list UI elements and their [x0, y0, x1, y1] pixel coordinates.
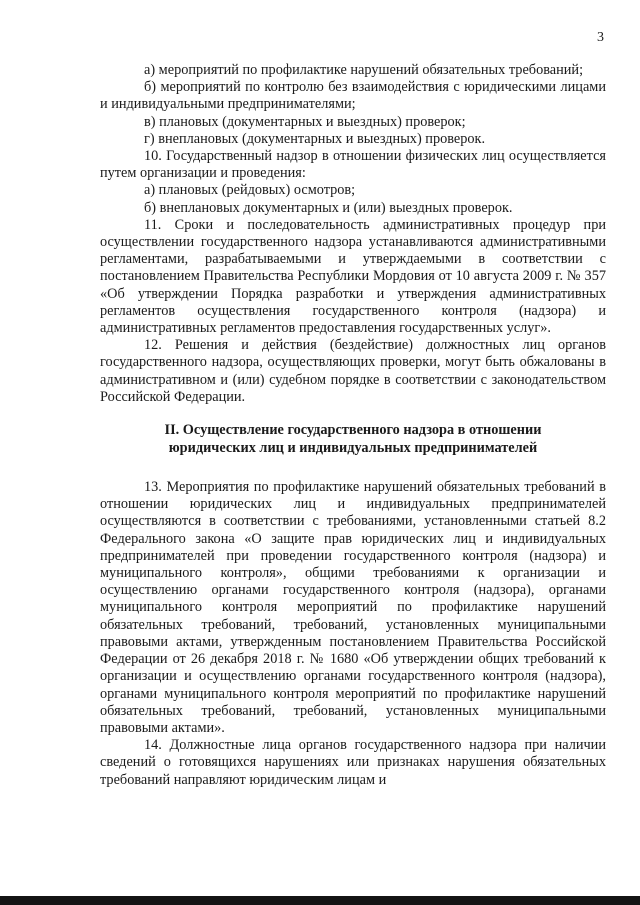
paragraph: а) плановых (рейдовых) осмотров; — [144, 182, 356, 199]
paragraph: г) внеплановых (документарных и выездных) проверок. — [144, 130, 486, 147]
paragraph-group-bottom — [100, 479, 606, 789]
paragraph-group-top — [100, 62, 606, 406]
section-heading-line-1: II. Осуществление государственного надзора в отношении — [164, 422, 542, 439]
page-number: 3 — [597, 30, 604, 45]
paragraph: 11. Сроки и последовательность административных процедур при осуществлении государственного надзора устанавливаются административными регламентами, разрабатываемыми и утверждаемыми в соответствии с постановлением Правительства Республики Мордовия от 10 августа 2009 г. № 357 «Об утверждении Порядка разработки и утверждения административных регламентов осуществления государственного контроля (надзора) и административных регламентов предоставления государственных услуг». — [100, 216, 606, 337]
paragraph: 10. Государственный надзор в отношении физических лиц осуществляется путем организации и проведения: — [100, 148, 606, 182]
paragraph: 14. Должностные лица органов государственного надзора при наличии сведений о готовящихся нарушениях или признаках нарушения обязательных требований направляют юридическим лицам и — [100, 737, 606, 788]
paragraph: в) плановых (документарных и выездных) проверок; — [144, 113, 466, 130]
paragraph: 13. Мероприятия по профилактике нарушений обязательных требований в отношении юридических лиц и индивидуальных предпринимателей осуществляются в соответствии с требованиями, установленными статьей 8.2 Федерального закона «О защите прав юридических лиц и индивидуальных предпринимателей при проведении государственного контроля (надзора) и муниципального контроля», общими требованиями к организации и осуществлению органами государственного контроля (надзора), органами муниципального контроля мероприятий по профилактике нарушений обязательных требований, требований, установленных муниципальными правовыми актами, утвержденным постановлением Правительства Российской Федерации от 26 декабря 2018 г. № 1680 «Об утверждении общих требований к организации и осуществлению органами государственного контроля (надзора), органами муниципального контроля мероприятий по профилактике нарушений обязательных требований, требований, установленных муниципальными правовыми актами». — [100, 479, 606, 736]
section-heading-line-2: юридических лиц и индивидуальных предпринимателей — [168, 439, 538, 456]
paragraph: а) мероприятий по профилактике нарушений обязательных требований; — [144, 62, 584, 78]
paragraph: 12. Решения и действия (бездействие) должностных лиц органов государственного надзора, осуществляющих проверки, могут быть обжалованы в административном и (или) судебном порядке в соответствии с законодательством Российской Федерации. — [100, 337, 606, 405]
document-body — [100, 62, 606, 789]
section-heading — [100, 422, 606, 457]
paragraph: б) внеплановых документарных и (или) выездных проверок. — [144, 199, 513, 216]
scan-edge-bar — [0, 896, 640, 905]
paragraph: б) мероприятий по контролю без взаимодействия с юридическими лицами и индивидуальными предпринимателями; — [100, 79, 606, 113]
